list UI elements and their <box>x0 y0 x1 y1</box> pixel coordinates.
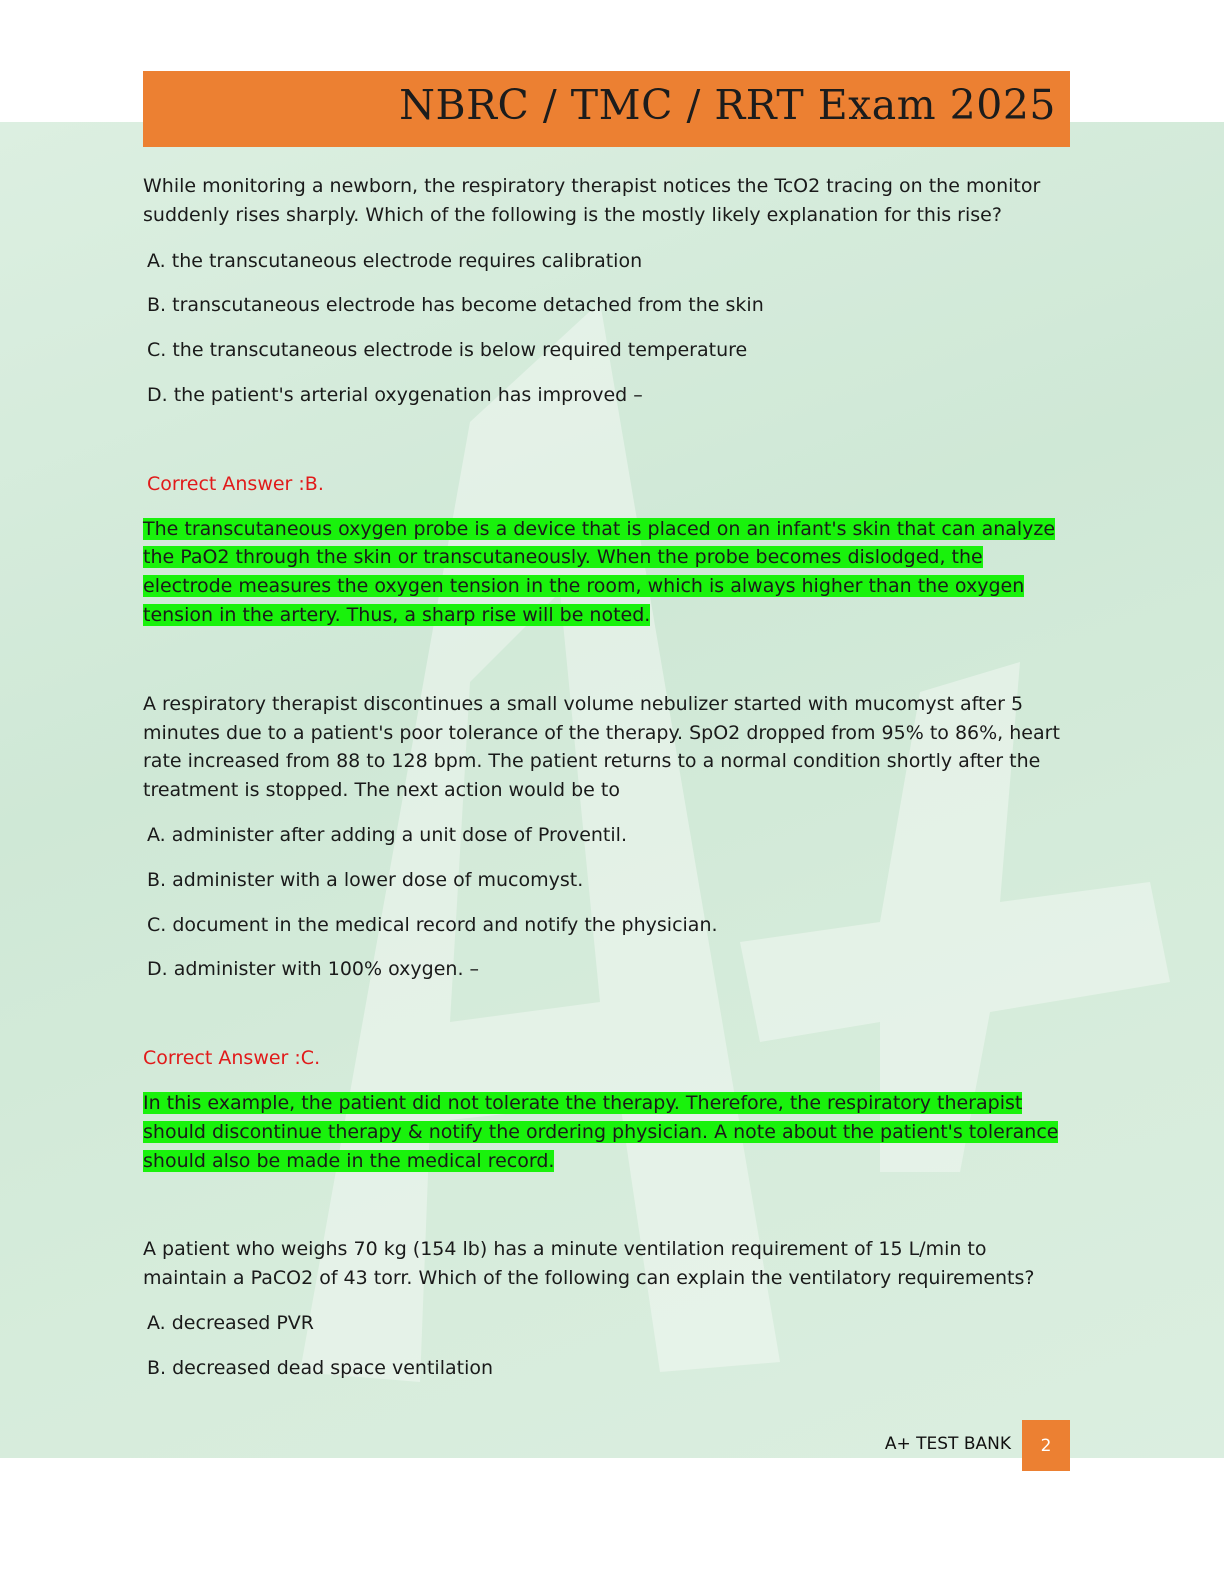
option-b: B. administer with a lower dose of mucomyst. <box>147 868 584 891</box>
option-c: C. document in the medical record and notify the physician. <box>147 913 718 936</box>
correct-answer: Correct Answer :B. <box>147 472 324 495</box>
page-number: 2 <box>1022 1420 1070 1471</box>
option-c: C. the transcutaneous electrode is below required temperature <box>147 339 748 362</box>
option-d: D. the patient's arterial oxygenation has improved – <box>147 383 643 406</box>
option-a: A. administer after adding a unit dose of Proventil. <box>147 823 627 846</box>
question-text: A patient who weighs 70 kg (154 lb) has a minute ventilation requirement of 15 L/min to maintain a PaCO2 of 43 torr. Which of the following can explain the ventilatory requirements? <box>143 1238 1035 1290</box>
question-text: While monitoring a newborn, the respiratory therapist notices the TcO2 tracing on the monitor suddenly rises sharply. Which of the following is the mostly likely explanation for this rise? <box>143 175 1041 226</box>
option-a: A. the transcutaneous electrode requires calibration <box>147 249 643 272</box>
page-title: NBRC / TMC / RRT Exam 2025 <box>399 81 1056 129</box>
header-bar <box>143 71 1070 147</box>
footer-label: A+ TEST BANK <box>884 1434 1011 1454</box>
answer-explanation <box>143 1089 1073 1175</box>
question-text: A respiratory therapist discontinues a small volume nebulizer started with mucomyst after 5 minutes due to a patient's poor tolerance of the therapy. SpO2 dropped from 95% to 86%, heart rate increased from 88 to 128 bpm. The patient returns to a normal condition shortly after the treatment is stopped. The next action would be to <box>143 692 1060 802</box>
option-a: A. decreased PVR <box>147 1311 315 1334</box>
explanation-highlight: In this example, the patient did not tolerate the therapy. Therefore, the respiratory therapist should discontinue therapy & notify the ordering physician. A note about the patient's tolerance should also be made in the medical record. <box>143 1091 1059 1172</box>
option-d: D. administer with 100% oxygen. – <box>147 958 480 981</box>
option-b: B. decreased dead space ventilation <box>147 1356 494 1379</box>
explanation-highlight: The transcutaneous oxygen probe is a device that is placed on an infant's skin that can analyze the PaO2 through the skin or transcutaneously. When the probe becomes dislodged, the electrode measures the oxygen tension in the room, which is always higher than the oxygen tension in the artery. Thus, a sharp rise will be noted. <box>143 517 1056 626</box>
option-b: B. transcutaneous electrode has become detached from the skin <box>147 294 764 317</box>
answer-explanation <box>143 515 1073 630</box>
correct-answer: Correct Answer :C. <box>143 1047 321 1070</box>
main-content <box>143 172 1073 1399</box>
